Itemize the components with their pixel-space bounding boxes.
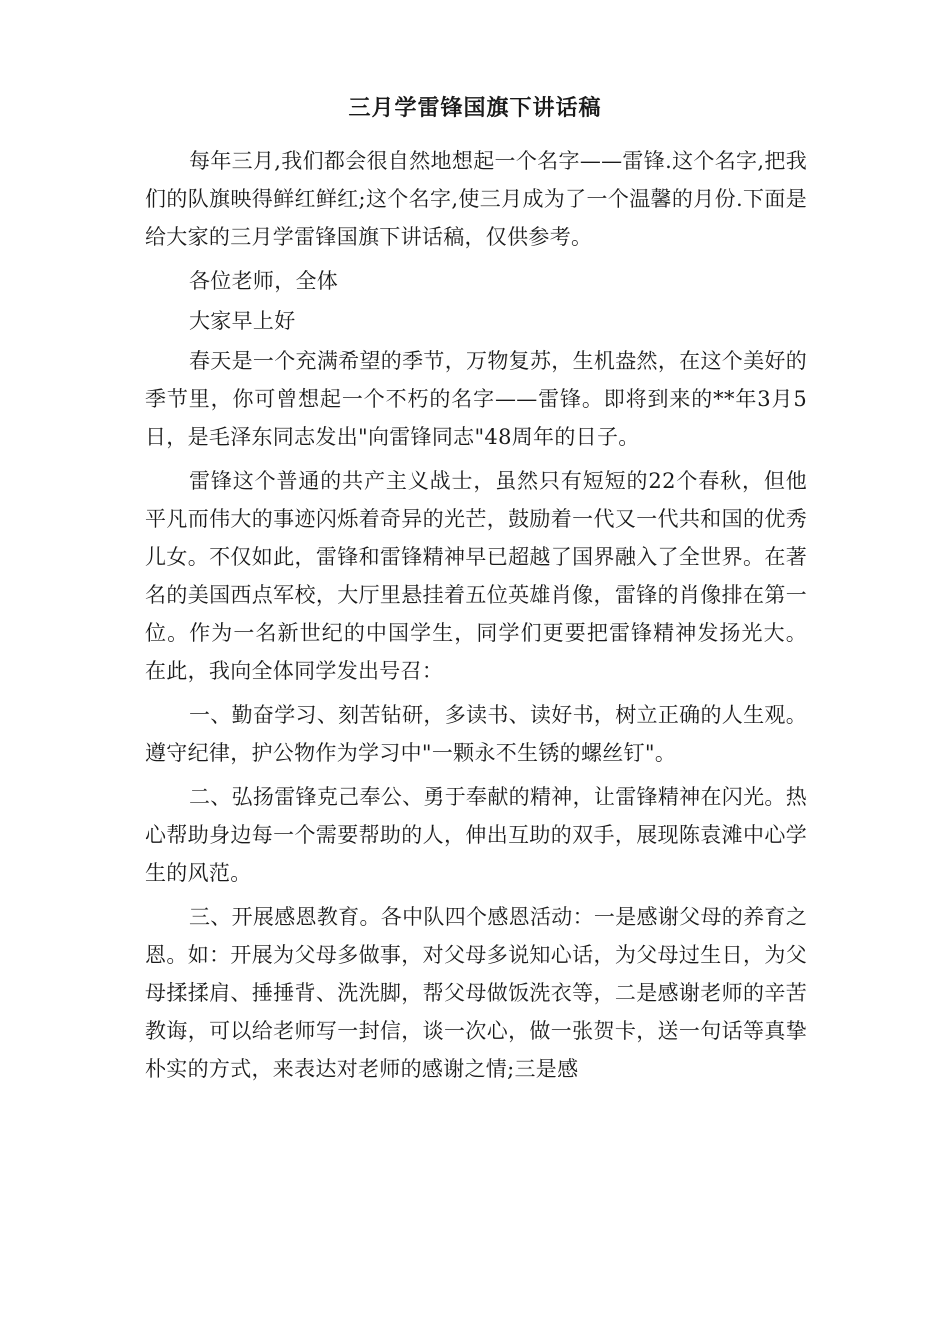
leifeng-paragraph: 雷锋这个普通的共产主义战士，虽然只有短短的22个春秋，但他平凡而伟大的事迹闪烁着奇异的光芒，鼓励着一代又一代共和国的优秀儿女。不仅如此，雷锋和雷锋精神早已超越了国界融入了全世界。在著名的美国西点军校，大厅里悬挂着五位英雄肖像，雷锋的肖像排在第一位。作为一名新世纪的中国学生，同学们更要把雷锋精神发扬光大。 在此，我向全体同学发出号召： — [145, 469, 807, 683]
salutation-line: 各位老师，全体 — [189, 269, 339, 293]
call-item-1: 一、勤奋学习、刻苦钻研，多读书、读好书，树立正确的人生观。遵守纪律，护公物作为学习中"一颗永不生锈的螺丝钉"。 — [145, 703, 807, 765]
document-body — [145, 142, 807, 1094]
greeting-line: 大家早上好 — [189, 309, 296, 333]
call-item-2: 二、弘扬雷锋克己奉公、勇于奉献的精神，让雷锋精神在闪光。热心帮助身边每一个需要帮助的人，伸出互助的双手，展现陈袁滩中心学生的风范。 — [145, 785, 807, 885]
spring-paragraph: 春天是一个充满希望的季节，万物复苏，生机盎然，在这个美好的季节里，你可曾想起一个不朽的名字——雷锋。即将到来的**年3月5日，是毛泽东同志发出"向雷锋同志"48周年的日子。 — [145, 349, 807, 449]
call-item-3: 三、开展感恩教育。各中队四个感恩活动：一是感谢父母的养育之恩。如：开展为父母多做事，对父母多说知心话，为父母过生日，为父母揉揉肩、捶捶背、洗洗脚，帮父母做饭洗衣等，二是感谢老师的辛苦教诲，可以给老师写一封信，谈一次心，做一张贺卡，送一句话等真挚朴实的方式，来表达对老师的感谢之情;三是感 — [145, 905, 807, 1081]
intro-paragraph: 每年三月,我们都会很自然地想起一个名字——雷锋.这个名字,把我们的队旗映得鲜红鲜红;这个名字,使三月成为了一个温馨的月份.下面是给大家的三月学雷锋国旗下讲话稿，仅供参考。 — [145, 149, 807, 249]
document-title: 三月学雷锋国旗下讲话稿 — [348, 95, 602, 121]
